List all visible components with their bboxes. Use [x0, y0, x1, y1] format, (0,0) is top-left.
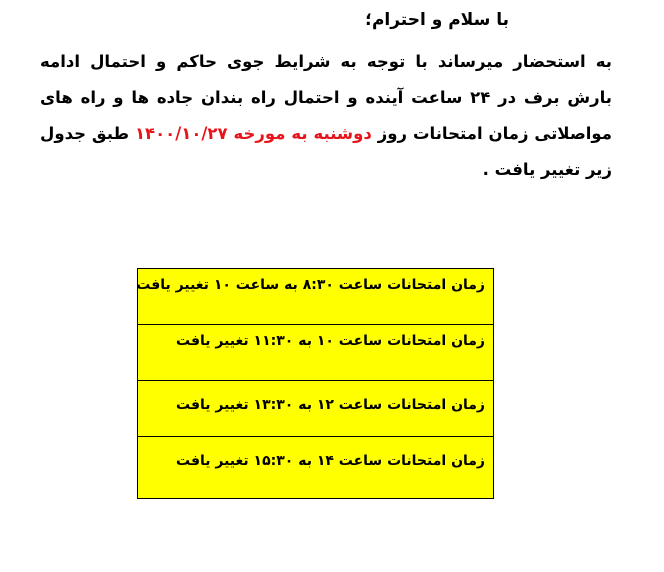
table-row: زمان امتحانات ساعت ۱۰ به ۱۱:۳۰ تغییر یافت	[138, 325, 493, 381]
table-row: زمان امتحانات ساعت ۸:۳۰ به ساعت ۱۰ تغییر یافت	[138, 269, 493, 325]
table-row: زمان امتحانات ساعت ۱۴ به ۱۵:۳۰ تغییر یافت	[176, 453, 485, 469]
announcement-paragraph	[40, 44, 612, 188]
exam-date-highlight: دوشنبه به مورخه ۱۴۰۰/۱۰/۲۷	[134, 124, 372, 143]
schedule-change-table	[137, 268, 494, 499]
table-row: زمان امتحانات ساعت ۱۲ به ۱۳:۳۰ تغییر یافت	[138, 381, 493, 437]
paragraph-text-start: به استحضار میرساند با توجه به شرایط جوی حاکم و احتمال ادامه بارش برف در ۲۴ ساعت آینده و احتمال راه بندان جاده ها و راه های مواصلاتی زمان امتحانات روز	[40, 52, 612, 143]
greeting-line: با سلام و احترام؛	[365, 10, 509, 30]
paragraph-text-end: طبق جدول زیر تغییر یافت .	[40, 124, 612, 179]
